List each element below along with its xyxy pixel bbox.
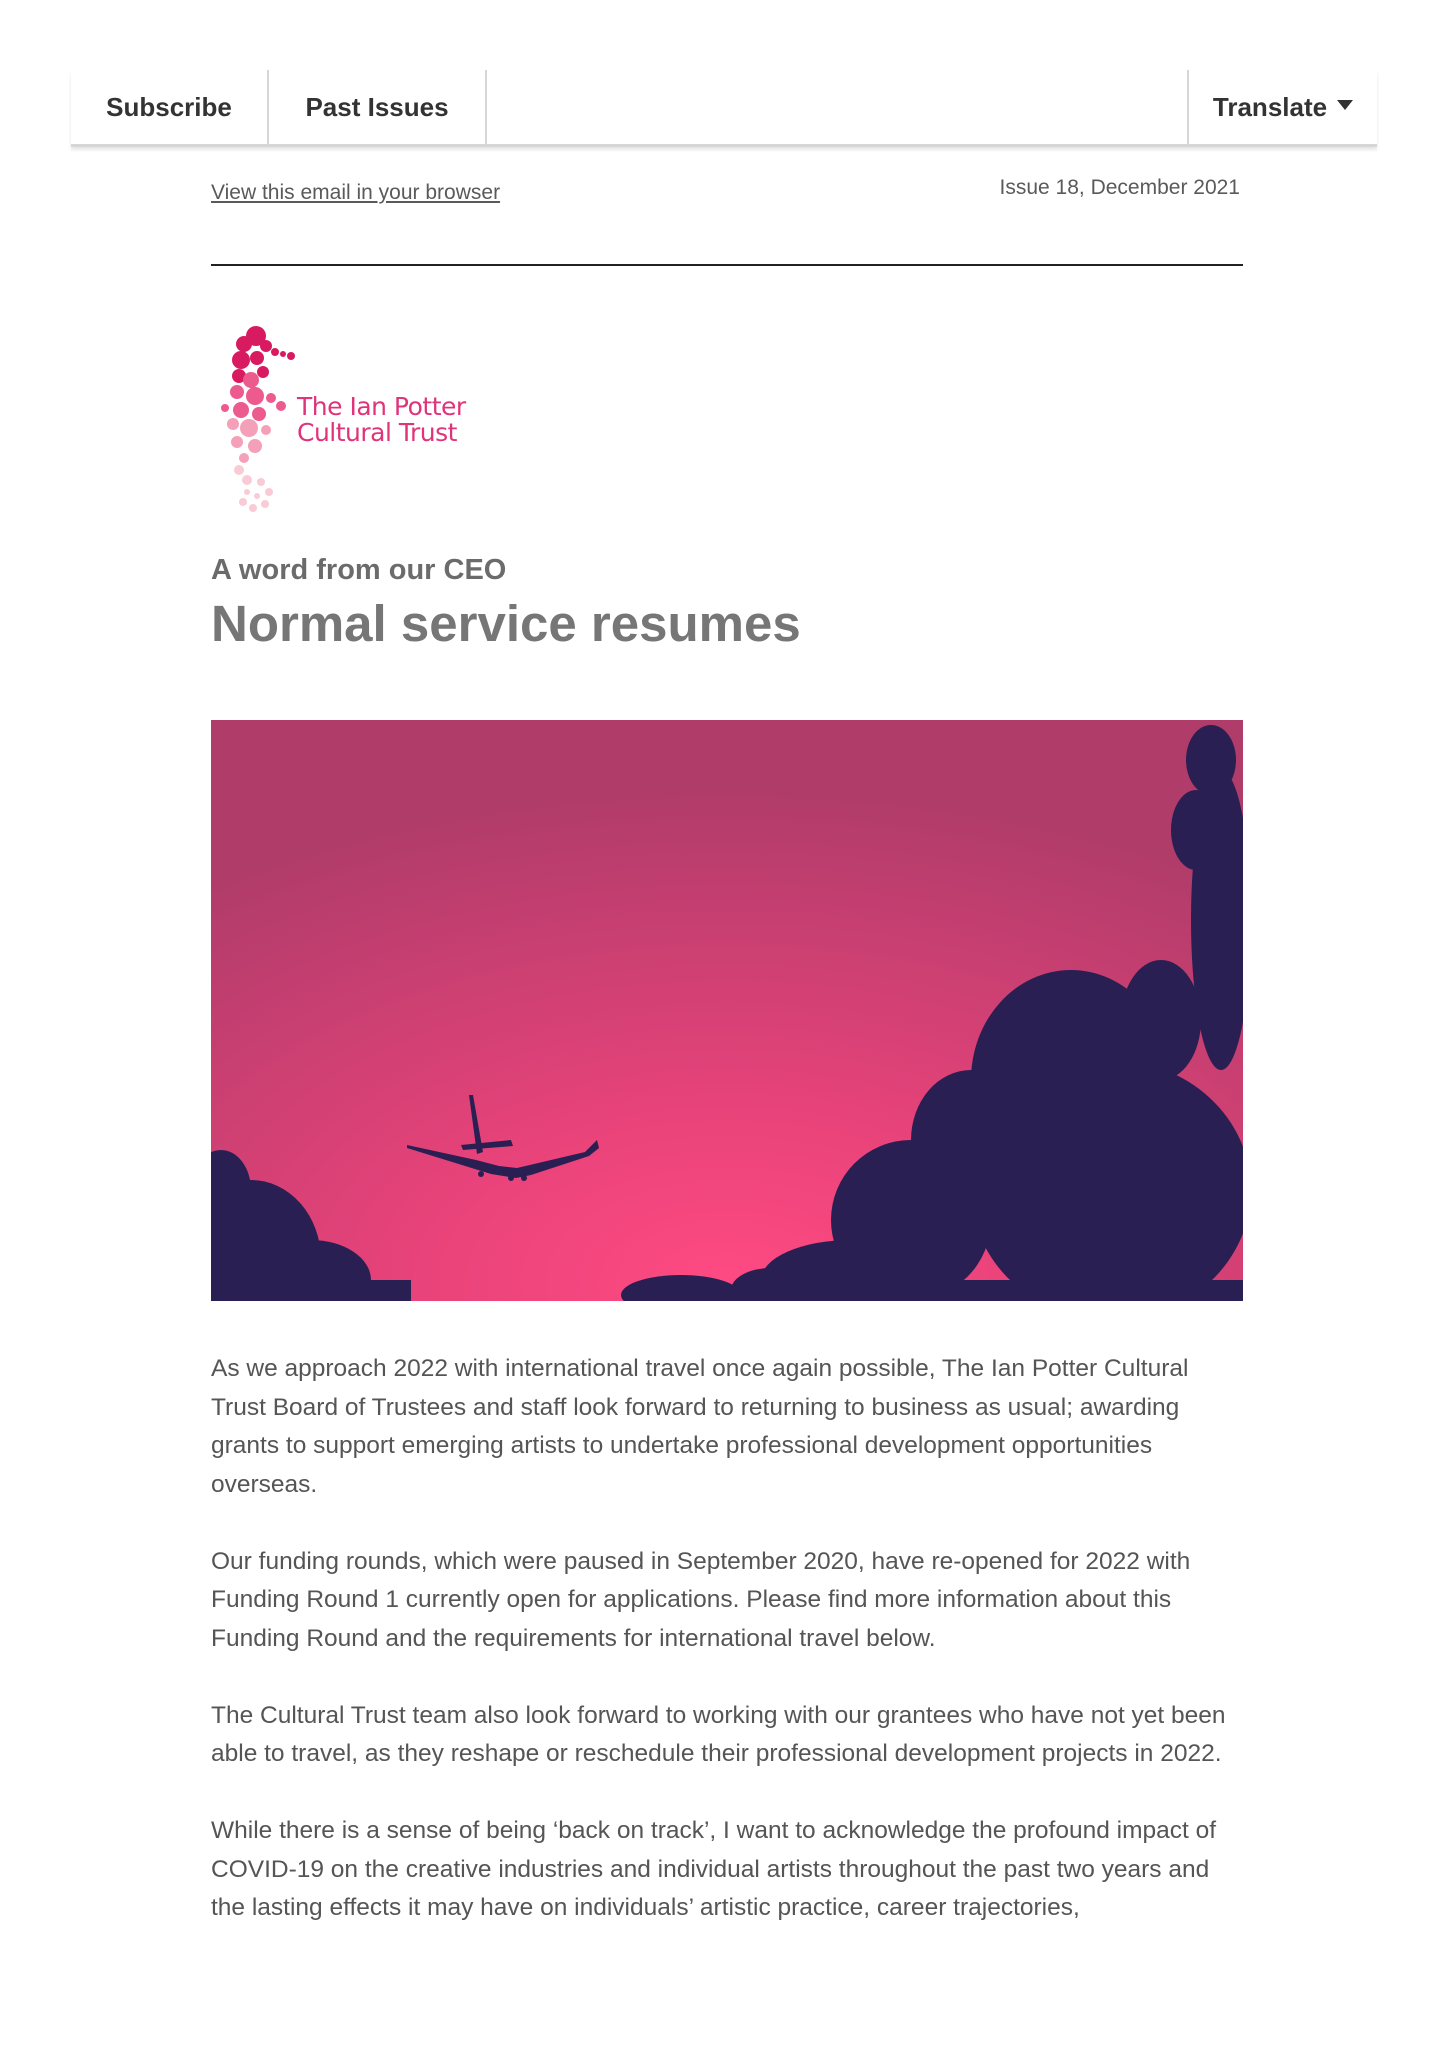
article-body [211,1350,1243,1966]
header-divider [211,264,1243,266]
article-title: Normal service resumes [211,595,801,652]
past-issues-link[interactable]: Past Issues [269,70,487,144]
view-in-browser-link[interactable]: View this email in your browser [211,181,501,204]
paragraph: The Cultural Trust team also look forward to working with our grantees who have not yet been able to travel, as they reshape or reschedule their professional development projects in 2022. [211,1701,1226,1767]
top-navbar [71,70,1377,147]
trust-logo [211,318,471,518]
translate-dropdown[interactable] [1187,70,1377,144]
paragraph: As we approach 2022 with international travel once again possible, The Ian Potter Cultural Trust Board of Trustees and staff look forward to returning to business as usual; awarding grants to support emerging artists to undertake professional development opportunities overseas. [211,1355,1189,1498]
hero-image [211,720,1243,1301]
paragraph: While there is a sense of being ‘back on track’, I want to acknowledge the profound impact of COVID-19 on the creative industries and individual artists throughout the past two years and the lasting effects it may have on individuals’ artistic practice, career trajectories, [211,1817,1217,1921]
logo-text-line2: Cultural Trust [297,418,457,447]
caret-down-icon [1337,100,1353,110]
subscribe-link[interactable]: Subscribe [71,70,269,144]
paragraph: Our funding rounds, which were paused in September 2020, have re-opened for 2022 with Funding Round 1 currently open for applications. Please find more information about this Funding Round and the requirements for international travel below. [211,1547,1191,1652]
translate-label: Translate [1212,91,1328,122]
issue-label: Issue 18, December 2021 [999,176,1240,199]
seahorse-icon [211,318,301,518]
logo-text-line1: The Ian Potter [297,392,466,421]
article-kicker: A word from our CEO [211,554,507,586]
airplane-sunset-image [211,720,1243,1301]
